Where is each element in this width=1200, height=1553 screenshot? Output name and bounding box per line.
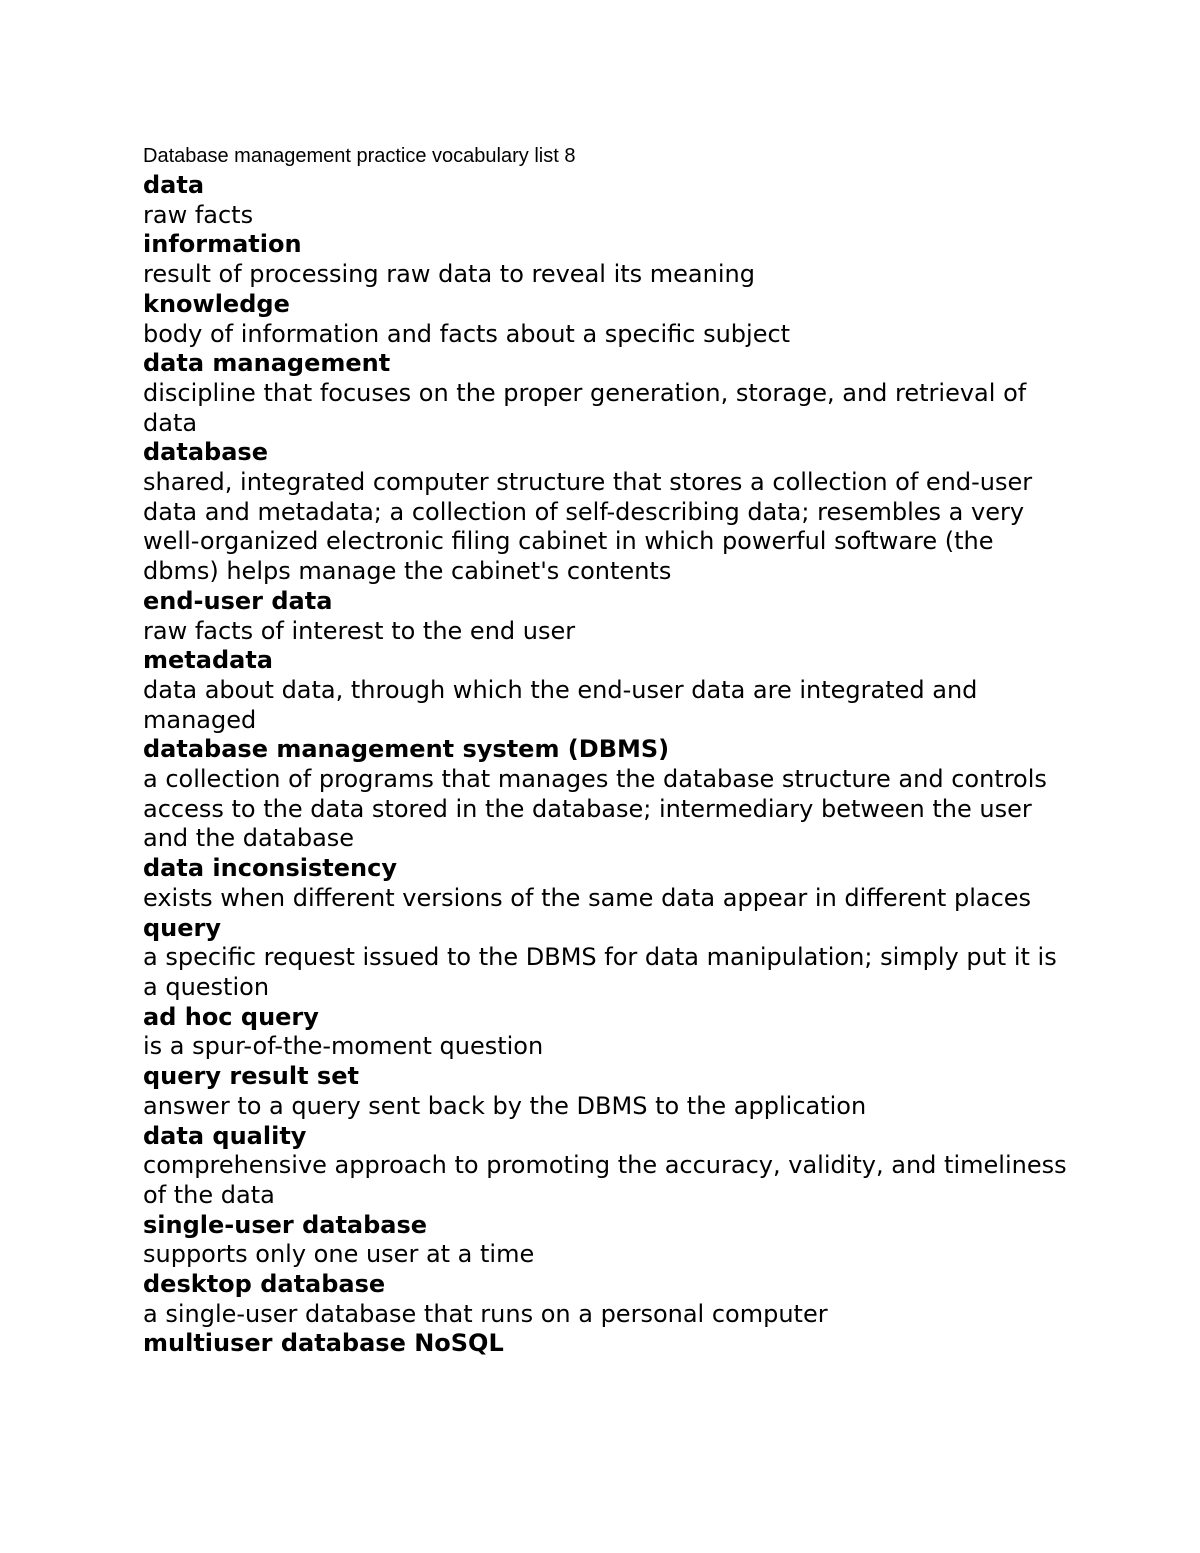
vocab-entry-metadata bbox=[143, 646, 1073, 735]
term: information bbox=[143, 230, 302, 259]
definition: raw facts of interest to the end user bbox=[143, 616, 576, 645]
definition: exists when different versions of the same data appear in different places bbox=[143, 883, 1032, 912]
vocab-entry-query-result-set bbox=[143, 1062, 1073, 1121]
vocab-entry-data-management bbox=[143, 349, 1073, 438]
definition: result of processing raw data to reveal its meaning bbox=[143, 260, 755, 289]
vocab-entry-multiuser-database-nosql bbox=[143, 1329, 1073, 1359]
vocab-entry-knowledge bbox=[143, 290, 1073, 349]
definition: a collection of programs that manages the database structure and controls access to the data stored in the database; intermediary between the user and the database bbox=[143, 765, 1047, 853]
document-body bbox=[143, 141, 1073, 1359]
definition: shared, integrated computer structure that stores a collection of end-user data and metadata; a collection of self-describing data; resembles a very well-organized electronic filing cabinet in which powerful software (the dbms) helps manage the cabinet's contents bbox=[143, 468, 1033, 586]
term: end-user data bbox=[143, 586, 333, 615]
term: data quality bbox=[143, 1121, 307, 1150]
term: data inconsistency bbox=[143, 854, 398, 883]
definition: a single-user database that runs on a personal computer bbox=[143, 1299, 828, 1328]
vocab-entry-database bbox=[143, 438, 1073, 587]
term: knowledge bbox=[143, 289, 290, 318]
term: data management bbox=[143, 349, 391, 378]
definition: body of information and facts about a specific subject bbox=[143, 319, 791, 348]
vocab-entry-query bbox=[143, 914, 1073, 1003]
term: single-user database bbox=[143, 1210, 428, 1239]
term: ad hoc query bbox=[143, 1002, 319, 1031]
vocab-entry-data-quality bbox=[143, 1122, 1073, 1211]
definition: is a spur-of-the-moment question bbox=[143, 1032, 544, 1061]
term: data bbox=[143, 171, 205, 199]
term: query result set bbox=[143, 1062, 359, 1091]
definition: data about data, through which the end-user data are integrated and managed bbox=[143, 675, 978, 734]
vocab-entry-desktop-database bbox=[143, 1270, 1073, 1329]
term: multiuser database NoSQL bbox=[143, 1329, 504, 1358]
vocab-entry-ad-hoc-query bbox=[143, 1003, 1073, 1062]
vocab-entry-information bbox=[143, 230, 1073, 289]
definition: answer to a query sent back by the DBMS to the application bbox=[143, 1091, 867, 1120]
vocab-entry-dbms bbox=[143, 735, 1073, 854]
definition: raw facts bbox=[143, 200, 254, 229]
definition: discipline that focuses on the proper generation, storage, and retrieval of data bbox=[143, 378, 1027, 437]
definition: supports only one user at a time bbox=[143, 1240, 535, 1269]
term: metadata bbox=[143, 646, 273, 675]
vocab-entry-data-inconsistency bbox=[143, 854, 1073, 913]
document-title: Database management practice vocabulary list 8 bbox=[143, 145, 576, 167]
vocab-entry-data bbox=[143, 171, 1073, 230]
term: desktop database bbox=[143, 1270, 386, 1299]
definition: comprehensive approach to promoting the accuracy, validity, and timeliness of the data bbox=[143, 1151, 1067, 1209]
vocab-entry-single-user-database bbox=[143, 1211, 1073, 1270]
definition: a specific request issued to the DBMS for data manipulation; simply put it is a question bbox=[143, 943, 1057, 1001]
vocab-entry-end-user-data bbox=[143, 587, 1073, 646]
term: database bbox=[143, 438, 268, 467]
term: query bbox=[143, 913, 222, 942]
term: database management system (DBMS) bbox=[143, 735, 670, 764]
